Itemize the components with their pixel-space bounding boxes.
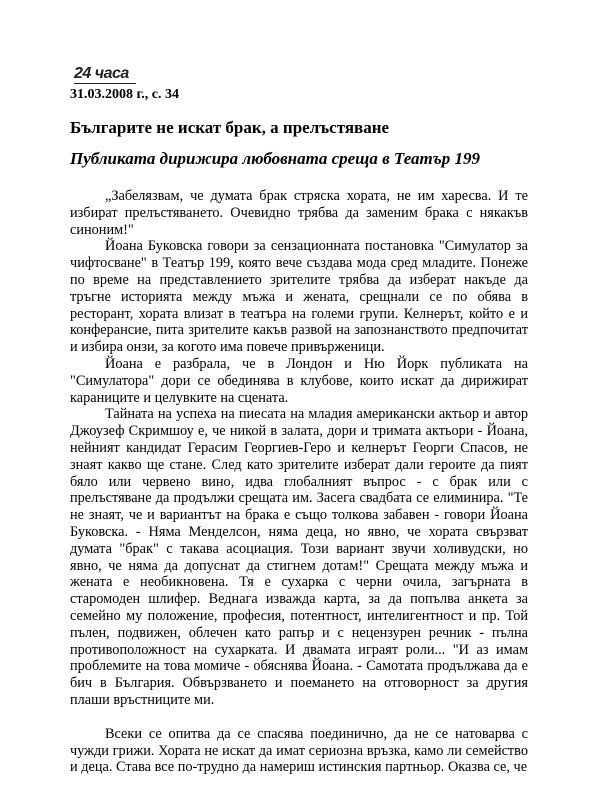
paragraph: Йоана е разбрала, че в Лондон и Ню Йорк публиката на "Симулатора" дори се обединява в клубове, които искат да дирижират караниците и целувките на сцената. — [70, 355, 528, 406]
paragraph: Йоана Буковска говори за сензационната постановка "Симулатор за чифтосване" в Театър 199, която вече създава мода сред младите. Понеже по време на представлението зрителите трябва да изберат накъде да тръгне историята между мъжа и жената, срещнали се по обява в ресторант, хората влизат в театъра на големи групи. Келнерът, който е и конферансие, пита зрителите какъв развой на запознанството предпочитат и избира онзи, за когото има повече привърженици. — [70, 238, 528, 356]
article-headline: Българите не искат брак, а прелъстяване — [70, 118, 390, 137]
paragraph: „Забелязвам, че думата брак стряска хората, не им харесва. И те избират прелъстяването. Очевидно трябва да заменим брака с някакъв синоним!" — [70, 188, 528, 238]
article-subhead: Публиката дирижира любовната среща в Театър 199 — [70, 149, 480, 168]
logo-underline — [74, 83, 136, 84]
newspaper-logo: 24 часа — [74, 65, 129, 82]
article-body — [70, 188, 528, 776]
paragraph: Всеки се опитва да се спасява поединично, да не се натоварва с чужди грижи. Хората не искат да имат сериозна връзка, камо ли семейство и деца. Става все по-трудно да намериш истинския партньор. Оказва се, че — [70, 725, 528, 776]
paragraph: Тайната на успеха на пиесата на младия американски актьор и автор Джоузеф Скримшоу е, че никой в залата, дори и тримата актьори - Йоана, нейният кандидат Герасим Георгиев-Геро и келнерът Георги Спасов, не знаят какво ще стане. След като зрителите изберат дали героите да пият бяло или червено вино, идва глобалният въпрос - с брак или с прелъстяване да продължи срещата им. Засега свадбата се елиминира. "Те не знаят, че и вариантът на брака е също толкова забавен - говори Йоана Буковска. - Няма Менделсон, няма деца, но явно, че хората свързват думата "брак" с такава асоциация. Този вариант звучи холивудски, но явно, че няма да допуснат да стигнем дотам!" Срещата между мъжа и жената е необикновена. Тя е сухарка с черни очила, загърната в старомоден шлифер. Веднага изважда карта, за да попълва анкета за семейно му положение, професия, потентност, интелигентност и пр. Той пълен, подвижен, облечен като рапър и с нецензурен речник - пълна противоположност на сухарката. И двамата играят роли... "И аз имам проблемите на това момиче - обяснява Йоана. - Самотата продължава да е бич в България. Обвързването и поемането на отговорност за другия плаши връстниците ми. — [70, 406, 528, 708]
dateline: 31.03.2008 г., с. 34 — [70, 87, 179, 102]
